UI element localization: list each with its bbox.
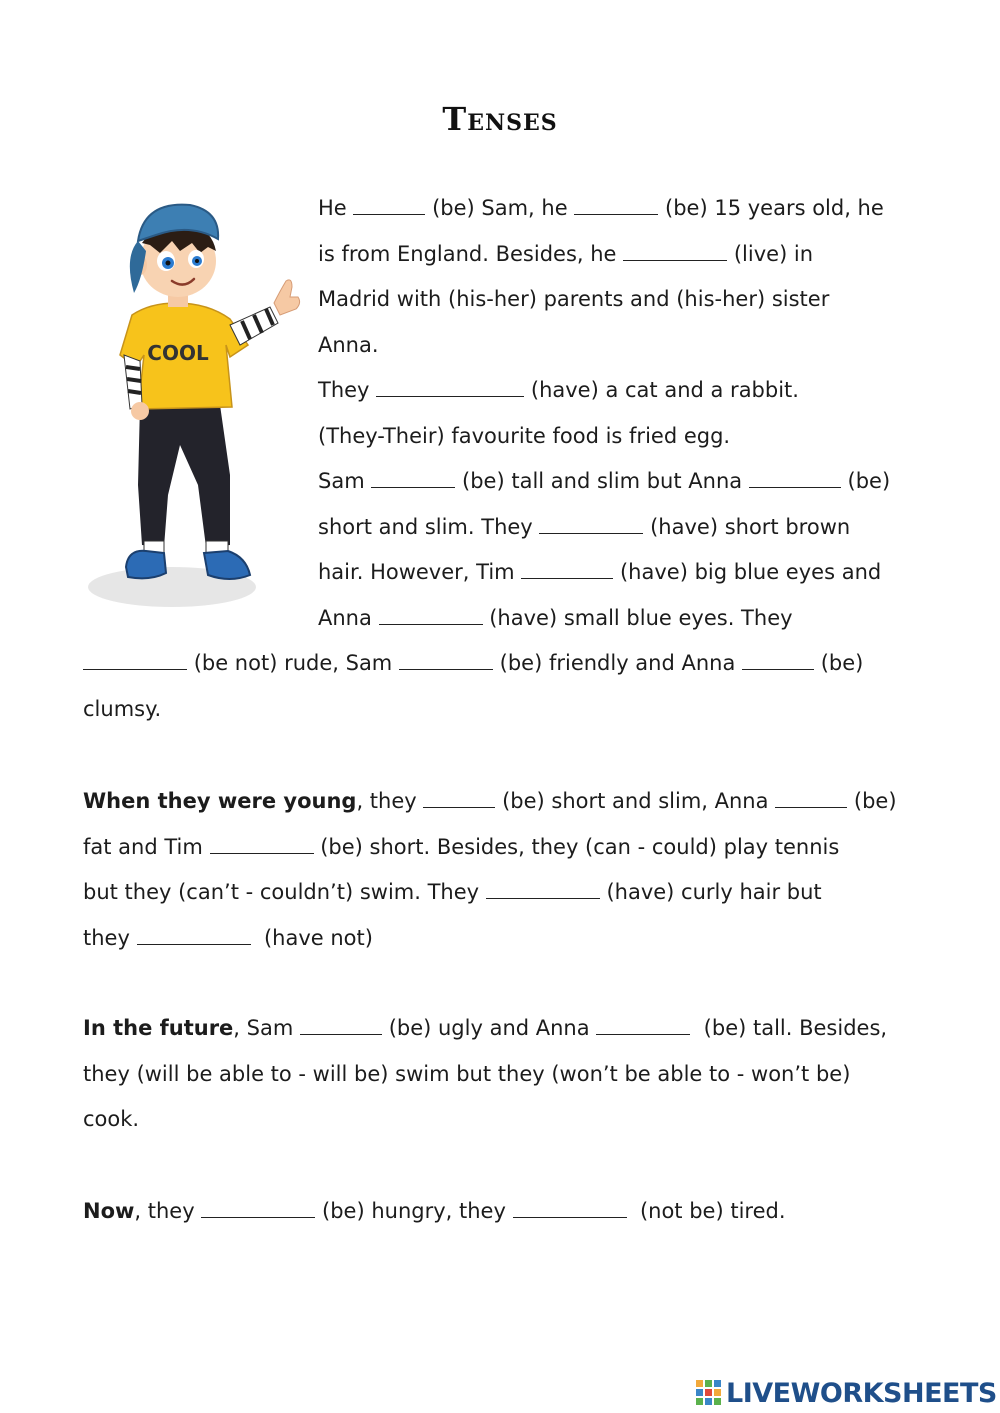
text-line: cook. [83,1107,140,1131]
answer-blank[interactable] [521,560,613,579]
section-heading: In the future [83,1016,234,1040]
intro-paragraph-bottom [83,641,863,732]
left-shoe-shape [126,551,166,579]
text: (be) tall. Besides, [703,1016,888,1040]
answer-blank[interactable] [371,469,455,488]
thumbs-up-hand-shape [274,280,300,315]
pants-shape [138,405,230,547]
answer-blank[interactable] [201,1199,315,1218]
text: (have) small blue eyes. They [489,605,793,630]
text: (be) [847,469,891,493]
text: He [318,196,347,220]
answer-blank[interactable] [399,651,493,670]
intro-paragraph-top [318,186,890,641]
text: they [83,925,130,950]
text: (be not) rude, Sam [193,651,393,675]
text: (be) [820,651,864,675]
answer-blank[interactable] [596,1016,690,1035]
text: (be) ugly and Anna [388,1016,590,1040]
text: (not be) tired. [639,1199,786,1223]
answer-blank[interactable] [353,196,425,215]
text: is from England. Besides, he [318,241,617,266]
text: (have) big blue eyes and [619,560,882,584]
text: (be) tall and slim but Anna [462,469,743,493]
text: short and slim. They [318,514,533,539]
now-paragraph [83,1189,786,1235]
text: (be) Sam, he [432,196,568,220]
text-line [318,186,890,232]
text: (have) a cat and a rabbit. [530,378,799,402]
shirt-text: COOL [147,341,209,365]
text-line [318,232,890,278]
answer-blank[interactable] [742,651,814,670]
text-line [83,779,897,825]
answer-blank[interactable] [513,1199,627,1218]
section-heading: Now [83,1199,135,1223]
text: (be) 15 years old, he [665,196,884,220]
text-line: clumsy. [83,696,162,721]
past-paragraph [83,779,897,961]
section-heading: When they were young [83,789,357,813]
text-line [83,641,863,687]
text: hair. However, Tim [318,560,515,584]
text: , they [134,1199,195,1223]
text-line [83,916,897,962]
text: (be) friendly and Anna [499,651,736,675]
answer-blank[interactable] [137,926,251,945]
text: (live) in [733,241,814,266]
text-line [318,459,890,505]
answer-blank[interactable] [83,651,187,670]
text: (be) short and slim, Anna [502,789,769,813]
text: (be) hungry, they [322,1199,506,1223]
text-line: they (will be able to - will be) swim but they (won’t be able to - won’t be) [83,1061,851,1086]
liveworksheets-logo [696,1376,997,1410]
text: (be) [853,789,897,813]
logo-blocks-icon [696,1380,722,1406]
answer-blank[interactable] [379,606,483,625]
text: but they (can’t - couldn’t) swim. They [83,880,480,904]
answer-blank[interactable] [749,469,841,488]
answer-blank[interactable] [376,378,524,397]
logo-text: LIVEWORKSHEETS [726,1377,997,1409]
answer-blank[interactable] [423,789,495,808]
text: (have) curly hair but [606,880,822,904]
answer-blank[interactable] [300,1016,382,1035]
right-shoe-shape [204,551,250,579]
future-paragraph [83,1006,887,1143]
text-line: (They-Their) favourite food is fried egg. [318,423,731,448]
text-line [83,825,897,871]
text: Sam [318,469,365,493]
text-line [83,870,897,916]
worksheet-title: Tenses [442,100,558,138]
text-line [318,505,890,551]
text: fat and Tim [83,834,203,859]
text: , Sam [233,1016,294,1040]
boy-illustration [80,195,305,615]
text: They [318,378,370,402]
answer-blank[interactable] [539,515,643,534]
text-line [318,596,890,642]
text-line [318,550,890,596]
answer-blank[interactable] [623,242,727,261]
answer-blank[interactable] [210,835,314,854]
answer-blank[interactable] [486,880,600,899]
text: (have not) [263,925,373,950]
text: (have) short brown [650,514,851,539]
text-line: Madrid with (his-her) parents and (his-her) sister [318,287,830,311]
text-line [83,1189,786,1235]
text-line [83,1006,887,1052]
text: (be) short. Besides, they (can - could) play tennis [320,834,840,859]
answer-blank[interactable] [574,196,658,215]
text: , they [356,789,417,813]
text: Anna [318,605,372,630]
right-arm-shape [230,307,278,345]
text-line [318,368,890,414]
text-line: Anna. [318,332,379,357]
answer-blank[interactable] [775,789,847,808]
